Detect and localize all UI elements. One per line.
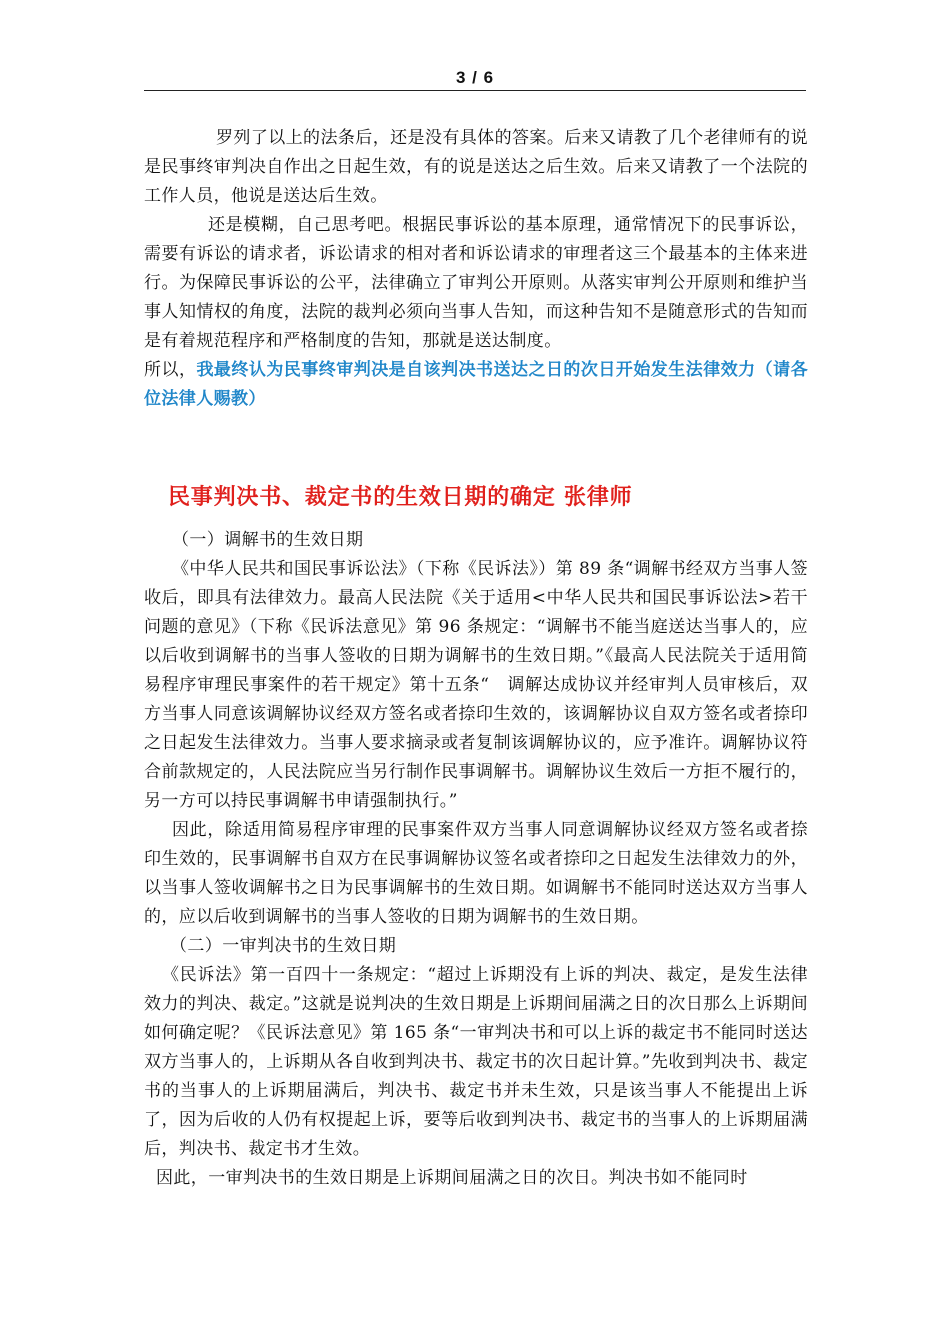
section-1-heading: （一）调解书的生效日期: [172, 530, 364, 550]
section-2-paragraph-2: 因此，一审判决书的生效日期是上诉期间届满之日的次日。判决书如不能同时: [156, 1168, 748, 1188]
section-1-paragraph-1: 《中华人民共和国民事诉讼法》（下称《民诉法》）第 89 条“调解书经双方当事人签收后，即具有法律效力。最高人民法院《关于适用<中华人民共和国民事诉讼法>若干问题的意见》（下称《民诉法意见》第 96 条规定：“调解书不能当庭送达当事人的，应以后收到调解书的当事人签收的日期为调解书的生效日期。”《最高人民法院关于适用简易程序审理民事案件的若干规定》第十五条“ 调解达成协议并经审判人员审核后，双方当事人同意该调解协议经双方签名或者捺印生效的，该调解协议自双方签名或者捺印之日起发生法律效力。当事人要求摘录或者复制该调解协议的，应予准许。调解协议符合前款规定的，人民法院应当另行制作民事调解书。调解协议生效后一方拒不履行的，另一方可以持民事调解书申请强制执行。”: [144, 559, 808, 811]
intro-paragraph-3: [144, 356, 808, 414]
section-1-paragraph-2: 因此，除适用简易程序审理的民事案件双方当事人同意调解协议经双方签名或者捺印生效的，民事调解书自双方在民事调解协议签名或者捺印之日起发生法律效力的外，以当事人签收调解书之日为民事调解书的生效日期。如调解书不能同时送达双方当事人的，应以后收到调解书的当事人签收的日期为调解书的生效日期。: [144, 820, 808, 927]
page-number: 3 / 6: [455, 68, 495, 87]
article-title: 民事判决书、裁定书的生效日期的确定 张律师: [168, 485, 633, 510]
section-2-paragraph-1: 《民诉法》第一百四十一条规定：“超过上诉期没有上诉的判决、裁定，是发生法律效力的判决、裁定。”这就是说判决的生效日期是上诉期间届满之日的次日那么上诉期间如何确定呢？《民诉法意见》第 165 条“一审判决书和可以上诉的裁定书不能同时送达双方当事人的，上诉期从各自收到判决书、裁定书的次日起计算。”先收到判决书、裁定书的当事人的上诉期届满后，判决书、裁定书并未生效，只是该当事人不能提出上诉了，因为后收的人仍有权提起上诉，要等后收到判决书、裁定书的当事人的上诉期届满后，判决书、裁定书才生效。: [144, 965, 808, 1159]
intro-paragraph-1: 罗列了以上的法条后，还是没有具体的答案。后来又请教了几个老律师有的说是民事终审判决自作出之日起生效，有的说是送达之后生效。后来又请教了一个法院的工作人员，他说是送达后生效。: [144, 128, 808, 206]
header-divider: [144, 90, 806, 91]
section-2-heading: （二）一审判决书的生效日期: [170, 936, 397, 956]
conclusion-lead: 所以，: [144, 360, 197, 380]
document-body: [144, 124, 808, 1193]
conclusion-highlight: 我最终认为民事终审判决是自该判决书送达之日的次日开始发生法律效力（请各位法律人赐教）: [144, 360, 809, 409]
intro-paragraph-2: 还是模糊，自己思考吧。根据民事诉讼的基本原理，通常情况下的民事诉讼，需要有诉讼的请求者，诉讼请求的相对者和诉讼请求的审理者这三个最基本的主体来进行。为保障民事诉讼的公平，法律确立了审判公开原则。从落实审判公开原则和维护当事人知情权的角度，法院的裁判必须向当事人告知，而这种告知不是随意形式的告知而是有着规范程序和严格制度的告知，那就是送达制度。: [144, 215, 808, 351]
